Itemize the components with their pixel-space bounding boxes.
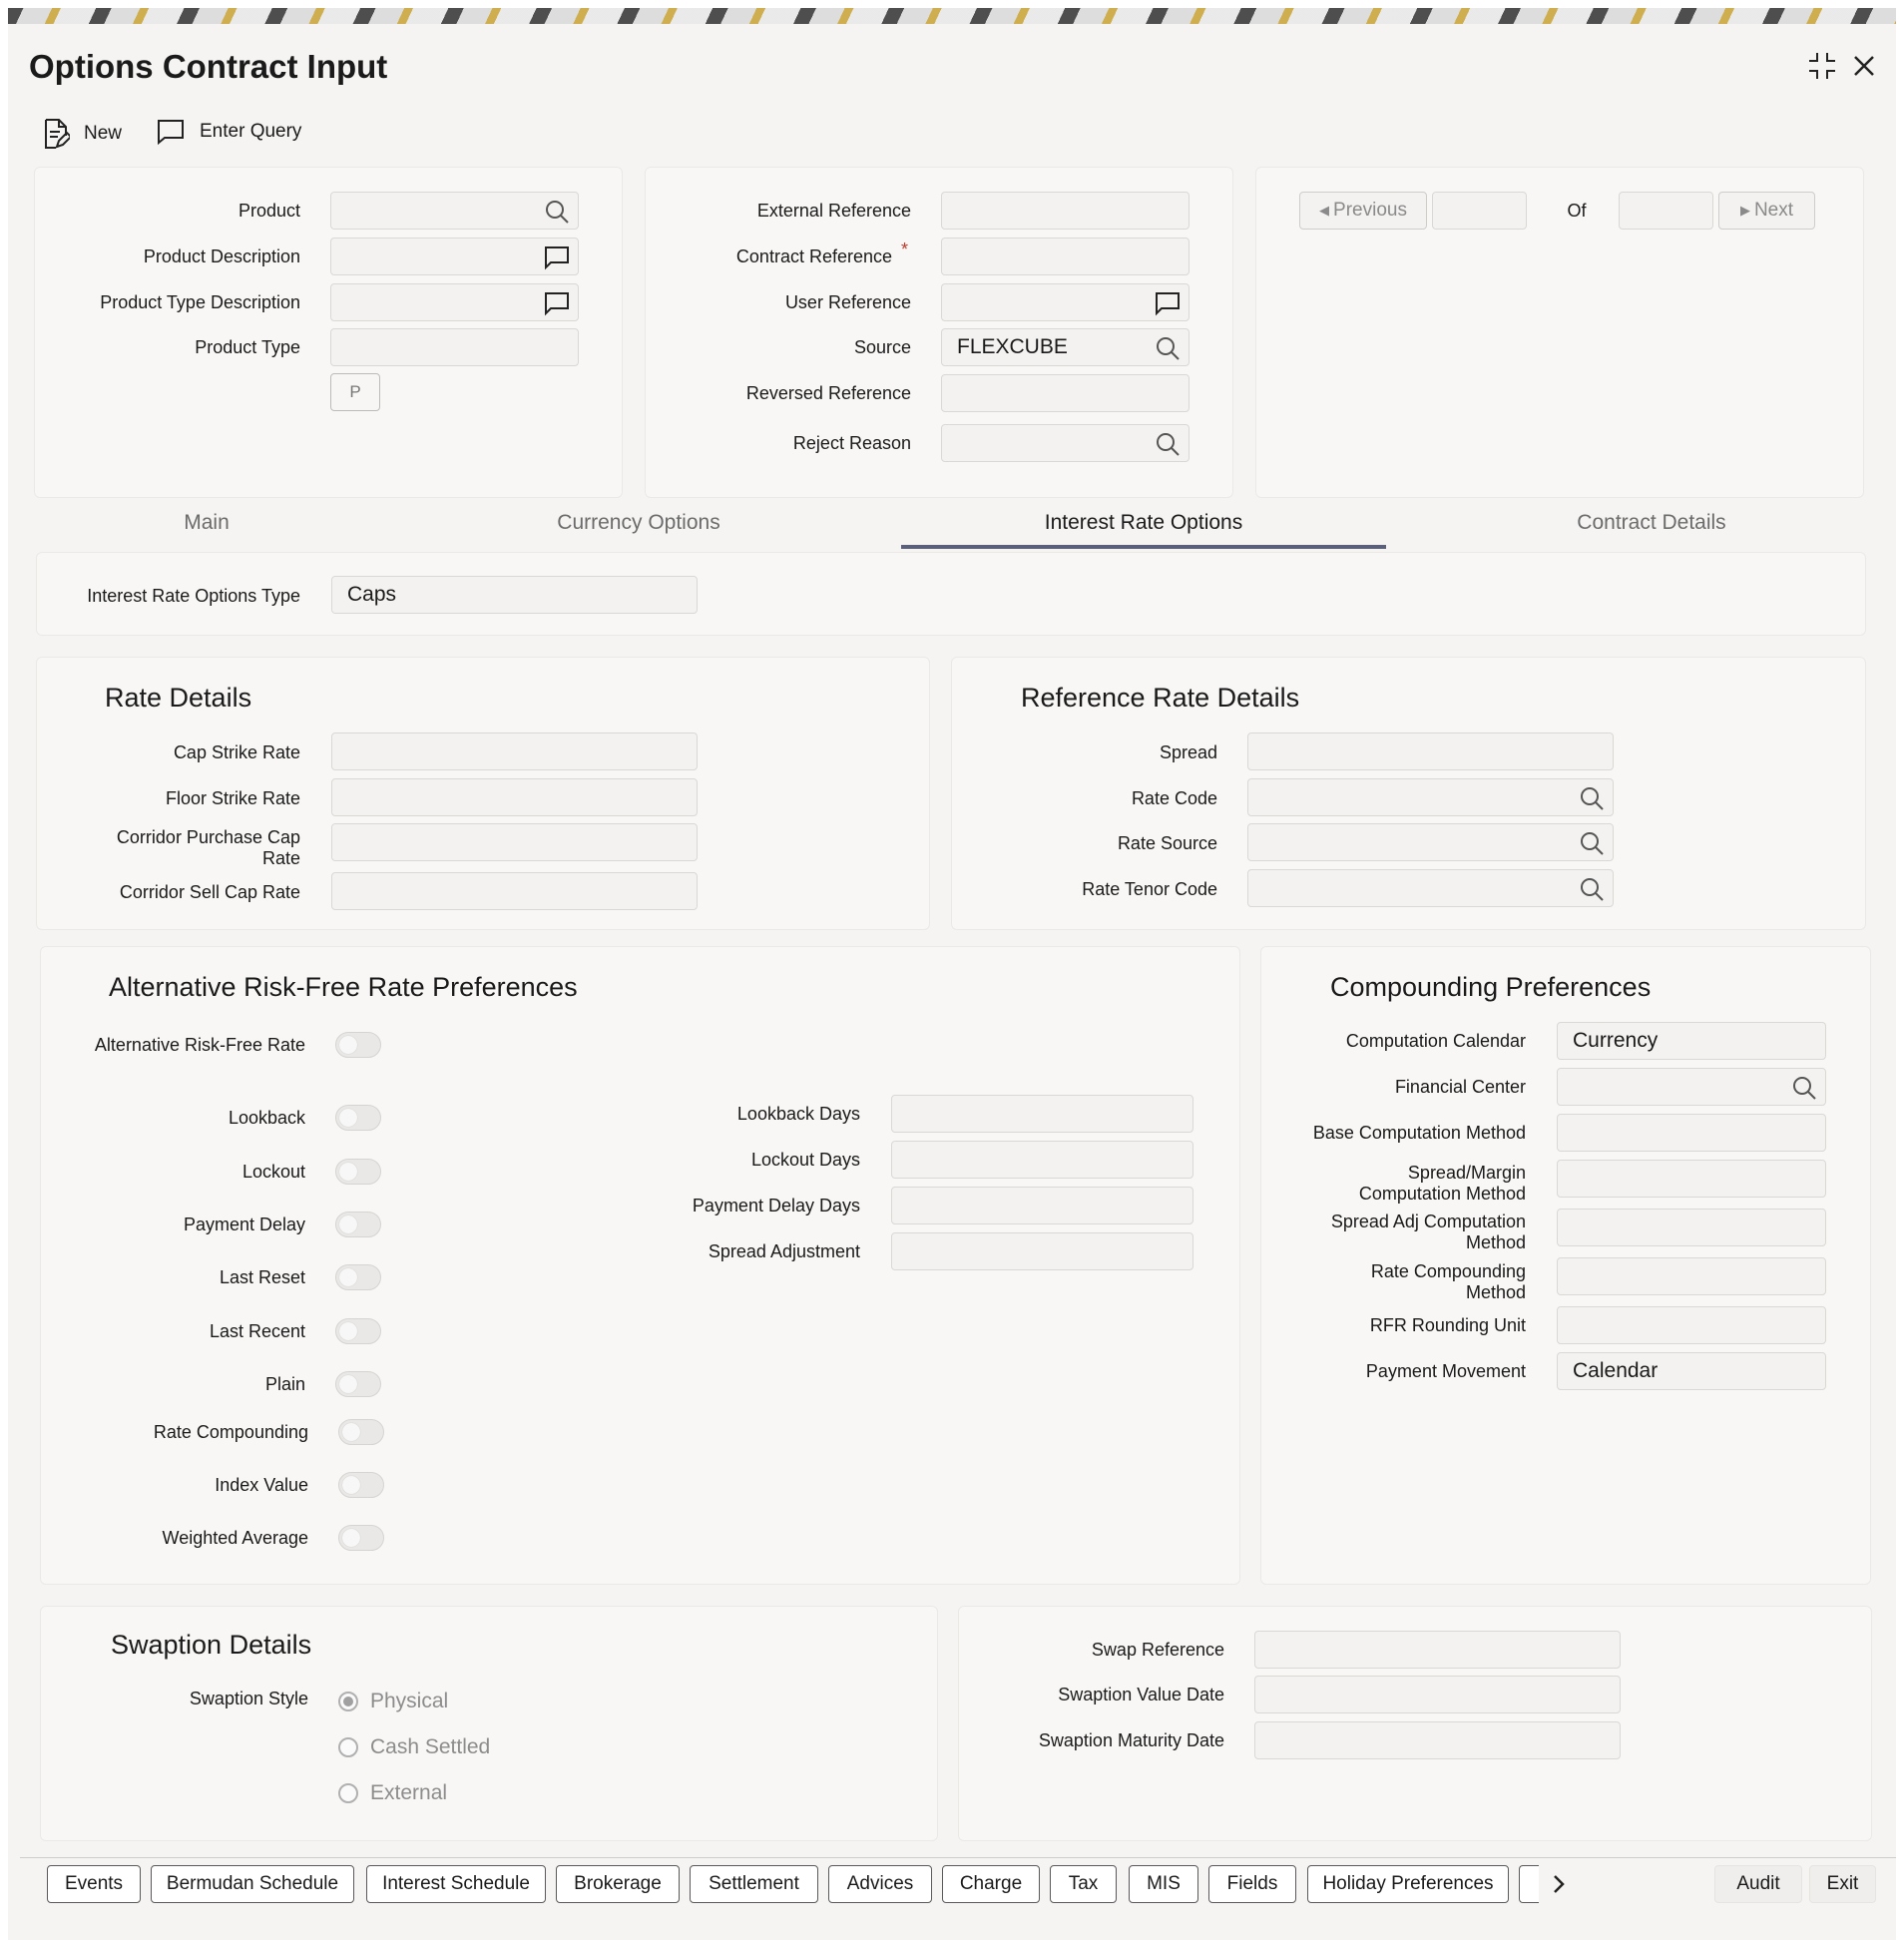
advices-button[interactable]: Advices — [828, 1865, 932, 1903]
spread-adjustment-label: Spread Adjustment — [708, 1241, 860, 1261]
financial-center-input[interactable] — [1557, 1068, 1826, 1106]
tab-currency-options[interactable]: Currency Options — [557, 511, 720, 534]
iro-type-input[interactable]: Caps — [331, 576, 698, 614]
product-type-input[interactable] — [330, 328, 579, 366]
radio-unselected-icon — [338, 1783, 358, 1803]
radio-physical[interactable]: Physical — [338, 1690, 448, 1713]
arfr-title: Alternative Risk-Free Rate Preferences — [109, 972, 578, 1002]
previous-button[interactable]: ◀ Previous — [1299, 192, 1427, 230]
caret-right-icon: ▶ — [1739, 203, 1750, 218]
user-reference-input[interactable] — [941, 283, 1190, 321]
base-computation-method-label: Base Computation Method — [1312, 1123, 1526, 1143]
last-recent-label: Last Recent — [209, 1321, 305, 1341]
swaption-value-date-input[interactable] — [1254, 1676, 1621, 1713]
radio-cash-settled[interactable]: Cash Settled — [338, 1735, 490, 1759]
footer-divider — [20, 1857, 1896, 1858]
contract-reference-input[interactable] — [941, 238, 1190, 275]
more-footer-button[interactable] — [1519, 1865, 1539, 1903]
spread-input[interactable] — [1247, 732, 1614, 770]
rfr-rounding-unit-input[interactable] — [1557, 1306, 1826, 1344]
search-icon[interactable] — [1155, 335, 1181, 361]
payment-delay-days-label: Payment Delay Days — [692, 1196, 860, 1215]
weighted-average-label: Weighted Average — [162, 1528, 308, 1548]
search-icon[interactable] — [1155, 431, 1181, 457]
product-description-label: Product Description — [143, 246, 300, 266]
radio-selected-icon — [338, 1692, 358, 1711]
product-type-description-label: Product Type Description — [100, 292, 300, 312]
spread-adj-computation-method-input[interactable] — [1557, 1209, 1826, 1246]
computation-calendar-input[interactable]: Currency — [1557, 1022, 1826, 1060]
computation-calendar-label: Computation Calendar — [1345, 1031, 1526, 1051]
external-reference-input[interactable] — [941, 192, 1190, 230]
required-mark: * — [901, 240, 909, 259]
plain-label: Plain — [264, 1374, 305, 1394]
payment-movement-input[interactable]: Calendar — [1557, 1352, 1826, 1390]
page-current-input[interactable] — [1432, 192, 1527, 230]
last-reset-label: Last Reset — [219, 1267, 305, 1287]
contract-reference-label: Contract Reference — [735, 246, 892, 266]
page-total-input — [1619, 192, 1713, 230]
iro-type-label: Interest Rate Options Type — [87, 586, 300, 606]
search-icon[interactable] — [1791, 1075, 1817, 1101]
new-button[interactable] — [42, 118, 122, 150]
fields-button[interactable]: Fields — [1208, 1865, 1296, 1903]
swaption-style-label: Swaption Style — [189, 1689, 308, 1708]
product-input[interactable] — [330, 192, 579, 230]
index-value-toggle[interactable] — [338, 1472, 384, 1498]
lookback-days-label: Lookback Days — [736, 1104, 860, 1124]
tab-interest-rate-options[interactable]: Interest Rate Options — [1044, 511, 1243, 534]
p-button[interactable]: P — [330, 373, 380, 411]
audit-button[interactable]: Audit — [1714, 1865, 1802, 1903]
cap-strike-rate-label: Cap Strike Rate — [173, 742, 300, 762]
spread-margin-computation-method-label: Spread/Margin Computation Method — [1358, 1163, 1526, 1204]
search-icon[interactable] — [1579, 785, 1605, 811]
spread-margin-computation-method-input[interactable] — [1557, 1160, 1826, 1198]
new-label: New — [84, 123, 123, 144]
rate-tenor-code-label: Rate Tenor Code — [1082, 879, 1217, 899]
rate-tenor-code-input[interactable] — [1247, 869, 1614, 907]
chat-icon[interactable] — [544, 244, 570, 270]
events-button[interactable]: Events — [47, 1865, 141, 1903]
mis-button[interactable]: MIS — [1129, 1865, 1198, 1903]
enter-query-button[interactable] — [156, 118, 301, 146]
rate-code-input[interactable] — [1247, 778, 1614, 816]
of-label: Of — [1567, 201, 1587, 221]
index-value-label: Index Value — [215, 1475, 308, 1495]
settlement-button[interactable]: Settlement — [690, 1865, 818, 1903]
alt-rfr-toggle[interactable] — [335, 1032, 381, 1058]
plain-toggle[interactable] — [335, 1371, 381, 1397]
active-tab-indicator — [901, 545, 1386, 549]
next-button[interactable]: ▶ Next — [1718, 192, 1815, 230]
payment-delay-days-input[interactable] — [891, 1187, 1193, 1224]
financial-center-label: Financial Center — [1394, 1077, 1526, 1097]
page-title: Options Contract Input — [29, 48, 388, 85]
corridor-sell-cap-rate-label: Corridor Sell Cap Rate — [119, 882, 300, 902]
caret-left-icon: ◀ — [1319, 203, 1330, 218]
swaption-maturity-date-label: Swaption Maturity Date — [1038, 1730, 1224, 1750]
compounding-title: Compounding Preferences — [1330, 972, 1652, 1002]
chat-icon — [156, 118, 186, 146]
spread-adj-computation-method-label: Spread Adj Computation Method — [1330, 1212, 1526, 1252]
corridor-purchase-cap-rate-input[interactable] — [331, 823, 698, 861]
spread-adjustment-input[interactable] — [891, 1232, 1193, 1270]
minimize-icon[interactable] — [1806, 50, 1838, 90]
source-label: Source — [853, 337, 911, 357]
enter-query-label: Enter Query — [200, 121, 302, 142]
payment-movement-label: Payment Movement — [1365, 1361, 1526, 1381]
tab-main[interactable]: Main — [184, 511, 230, 534]
reference-rate-title: Reference Rate Details — [1021, 683, 1300, 713]
lockout-label: Lockout — [241, 1162, 305, 1182]
exit-button[interactable]: Exit — [1809, 1865, 1876, 1903]
swaption-title: Swaption Details — [111, 1630, 312, 1660]
close-icon[interactable] — [1848, 50, 1880, 90]
tab-contract-details[interactable]: Contract Details — [1577, 511, 1726, 534]
search-icon[interactable] — [1579, 830, 1605, 856]
base-computation-method-input[interactable] — [1557, 1114, 1826, 1152]
product-type-description-input[interactable] — [330, 283, 579, 321]
top-banner — [8, 8, 1896, 24]
swap-reference-input[interactable] — [1254, 1631, 1621, 1669]
floor-strike-rate-label: Floor Strike Rate — [165, 788, 300, 808]
reject-reason-input[interactable] — [941, 424, 1190, 462]
radio-unselected-icon — [338, 1737, 358, 1757]
lookback-days-input[interactable] — [891, 1095, 1193, 1133]
new-document-icon — [42, 118, 70, 150]
lookback-label: Lookback — [228, 1108, 305, 1128]
weighted-average-toggle[interactable] — [338, 1525, 384, 1551]
search-icon[interactable] — [544, 199, 570, 225]
payment-delay-label: Payment Delay — [183, 1215, 305, 1234]
last-reset-toggle[interactable] — [335, 1264, 381, 1290]
alt-rfr-label: Alternative Risk-Free Rate — [94, 1035, 305, 1055]
cap-strike-rate-input[interactable] — [331, 732, 698, 770]
rate-compounding-label: Rate Compounding — [153, 1422, 308, 1442]
product-description-input[interactable] — [330, 238, 579, 275]
source-input[interactable]: FLEXCUBE — [941, 328, 1190, 366]
bermudan-schedule-button[interactable]: Bermudan Schedule — [151, 1865, 354, 1903]
spread-label: Spread — [1159, 742, 1217, 762]
lockout-days-input[interactable] — [891, 1141, 1193, 1179]
reversed-reference-label: Reversed Reference — [745, 383, 911, 403]
rate-details-title: Rate Details — [105, 683, 252, 713]
corridor-sell-cap-rate-input[interactable] — [331, 872, 698, 910]
user-reference-label: User Reference — [784, 292, 911, 312]
floor-strike-rate-input[interactable] — [331, 778, 698, 816]
chat-icon[interactable] — [544, 290, 570, 316]
last-recent-toggle[interactable] — [335, 1318, 381, 1344]
rate-source-input[interactable] — [1247, 823, 1614, 861]
brokerage-button[interactable]: Brokerage — [556, 1865, 680, 1903]
interest-schedule-button[interactable]: Interest Schedule — [366, 1865, 546, 1903]
rate-compounding-method-label: Rate Compounding Method — [1370, 1261, 1526, 1302]
lookback-toggle[interactable] — [335, 1105, 381, 1131]
rate-compounding-method-input[interactable] — [1557, 1257, 1826, 1295]
chat-icon[interactable] — [1155, 290, 1181, 316]
payment-delay-toggle[interactable] — [335, 1212, 381, 1237]
rate-source-label: Rate Source — [1117, 833, 1217, 853]
reject-reason-label: Reject Reason — [792, 433, 911, 453]
charge-button[interactable]: Charge — [942, 1865, 1040, 1903]
swaption-value-date-label: Swaption Value Date — [1058, 1685, 1224, 1704]
rate-code-label: Rate Code — [1131, 788, 1217, 808]
lockout-days-label: Lockout Days — [750, 1150, 860, 1170]
corridor-purchase-cap-rate-label: Corridor Purchase Cap Rate — [116, 827, 300, 868]
product-label: Product — [238, 201, 300, 221]
swaption-maturity-date-input[interactable] — [1254, 1721, 1621, 1759]
iro-type-panel — [36, 552, 1866, 636]
rfr-rounding-unit-label: RFR Rounding Unit — [1369, 1315, 1526, 1335]
chevron-right-icon[interactable] — [1547, 1869, 1571, 1899]
product-type-label: Product Type — [195, 337, 300, 357]
radio-external[interactable]: External — [338, 1781, 447, 1805]
search-icon[interactable] — [1579, 876, 1605, 902]
holiday-preferences-button[interactable]: Holiday Preferences — [1307, 1865, 1509, 1903]
external-reference-label: External Reference — [756, 201, 911, 221]
tax-button[interactable]: Tax — [1050, 1865, 1117, 1903]
lockout-toggle[interactable] — [335, 1159, 381, 1185]
rate-compounding-toggle[interactable] — [338, 1419, 384, 1445]
swap-reference-label: Swap Reference — [1091, 1640, 1224, 1660]
reversed-reference-input[interactable] — [941, 374, 1190, 412]
